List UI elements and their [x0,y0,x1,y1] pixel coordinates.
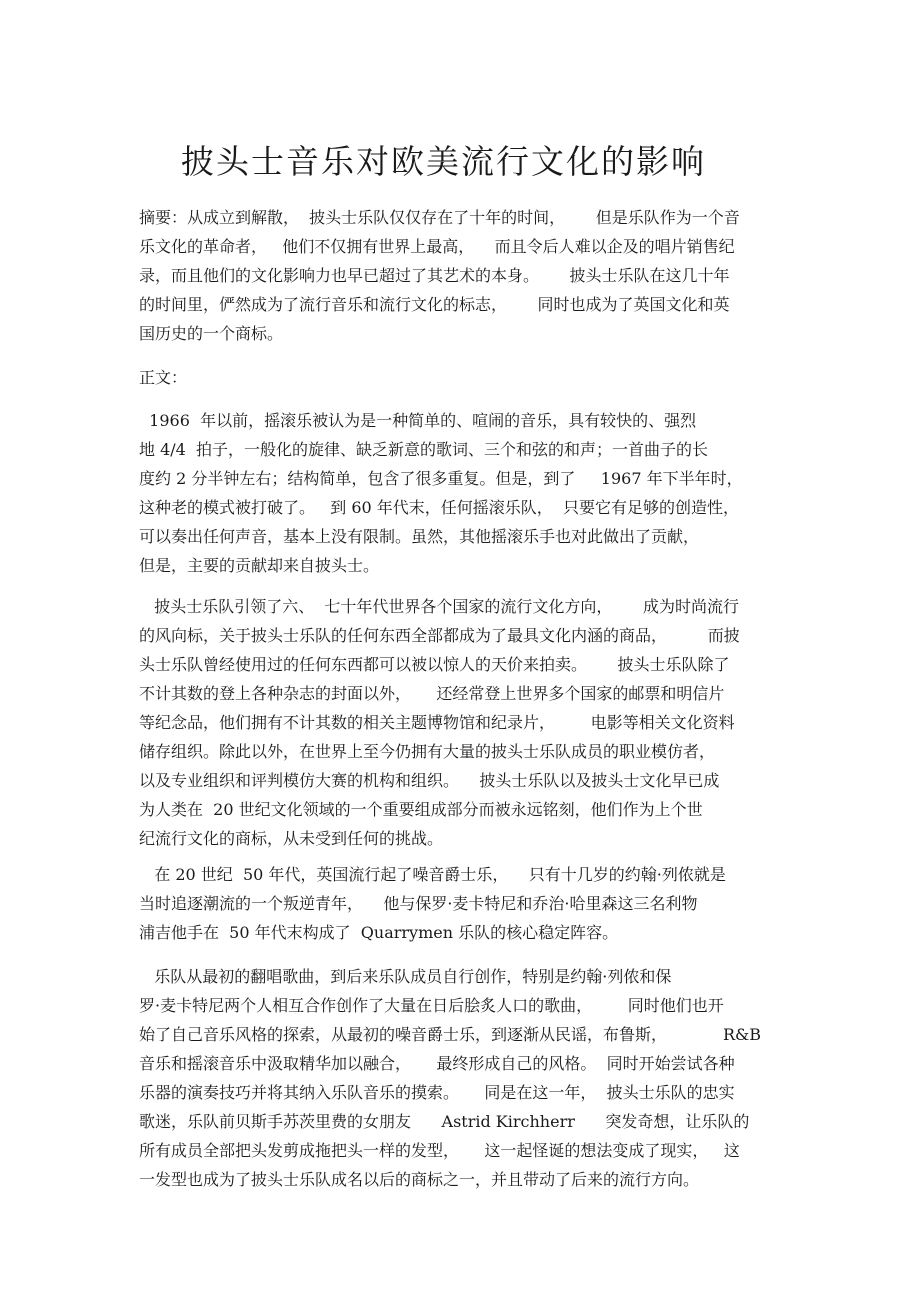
abstract-line: 国历史的一个商标。 [139,324,284,343]
body-label-block [139,363,187,392]
paragraph-line: 地 4/4 拍子，一般化的旋律、缺乏新意的歌词、三个和弦的和声；一首曲子的长 [139,440,709,459]
body-label: 正文： [139,368,188,387]
paragraph-line: 浦吉他手在 50 年代末构成了 Quarrymen 乐队的核心稳定阵容。 [139,923,619,942]
abstract-paragraph [139,203,740,348]
paragraph-line: 可以奏出任何声音，基本上没有限制。虽然，其他摇滚乐手也对此做出了贡献， [139,527,700,546]
paragraph-line: 头士乐队曾经使用过的任何东西都可以被以惊人的天价来拍卖。 披头士乐队除了 [139,655,730,674]
paragraph-line: 不计其数的登上各种杂志的封面以外， 还经常登上世界多个国家的邮票和明信片 [139,684,725,703]
abstract-line: 录，而且他们的文化影响力也早已超过了其艺术的本身。 披头士乐队在这几十年 [139,266,730,285]
paragraph-line: 储存组织。除此以外，在世界上至今仍拥有大量的披头士乐队成员的职业模仿者， [139,742,716,761]
paragraph-line: 当时追逐潮流的一个叛逆青年， 他与保罗·麦卡特尼和乔治·哈里森这三名利物 [139,894,698,913]
paragraph-line: 这种老的模式被打破了。 到 60 年代末，任何摇滚乐队， 只要它有足够的创造性， [139,498,739,517]
paragraph-3 [139,860,726,947]
paragraph-line: 以及专业组织和评判模仿大赛的机构和组织。 披头士乐队以及披头士文化早已成 [139,771,720,790]
paragraph-line: 为人类在 20 世纪文化领域的一个重要组成部分而被永远铭刻，他们作为上个世 [139,800,703,819]
paragraph-line: 乐器的演奏技巧并将其纳入乐队音乐的摸索。 同是在这一年， 披头士乐队的忠实 [139,1083,735,1102]
paragraph-line: 等纪念品，他们拥有不计其数的相关主题博物馆和纪录片， 电影等相关文化资料 [139,713,735,732]
paragraph-line: 但是，主要的贡献却来自披头士。 [139,556,380,575]
paragraph-line: 披头士乐队引领了六、 七十年代世界各个国家的流行文化方向， 成为时尚流行 [139,597,739,616]
paragraph-2 [139,592,740,853]
paragraph-line: 罗·麦卡特尼两个人相互合作创作了大量在日后脍炙人口的歌曲， 同时他们也开 [139,996,724,1015]
abstract-line: 乐文化的革命者， 他们不仅拥有世界上最高， 而且令后人难以企及的唱片销售纪 [139,237,735,256]
paragraph-line: 歌迷，乐队前贝斯手苏茨里费的女朋友 Astrid Kirchherr 突发奇想，让乐队的 [139,1112,750,1131]
paragraph-line: 的风向标，关于披头士乐队的任何东西全部都成为了最具文化内涵的商品， 而披 [139,626,740,645]
abstract-line: 的时间里，俨然成为了流行音乐和流行文化的标志， 同时也成为了英国文化和英 [139,295,730,314]
paragraph-line: 在 20 世纪 50 年代，英国流行起了噪音爵士乐， 只有十几岁的约翰·列侬就是 [139,865,726,884]
paragraph-line: 始了自己音乐风格的探索，从最初的噪音爵士乐，到逐渐从民谣，布鲁斯， R&B [139,1025,761,1044]
paragraph-line: 纪流行文化的商标，从未受到任何的挑战。 [139,829,444,848]
paragraph-line: 一发型也成为了披头士乐队成名以后的商标之一，并且带动了后来的流行方向。 [139,1170,700,1189]
paragraph-line: 乐队从最初的翻唱歌曲，到后来乐队成员自行创作，特别是约翰·列侬和保 [139,967,672,986]
abstract-line: 摘要：从成立到解散， 披头士乐队仅仅存在了十年的时间， 但是乐队作为一个音 [139,208,740,227]
paragraph-line: 1966 年以前，摇滚乐被认为是一种简单的、喧闹的音乐，具有较快的、强烈 [139,411,697,430]
document-title: 披头士音乐对欧美流行文化的影响 [181,142,706,181]
paragraph-4 [139,962,761,1194]
paragraph-line: 度约 2 分半钟左右；结构简单，包含了很多重复。但是，到了 1967 年下半年时， [139,469,743,488]
paragraph-1 [139,406,743,580]
paragraph-line: 音乐和摇滚音乐中汲取精华加以融合， 最终形成自己的风格。 同时开始尝试各种 [139,1054,735,1073]
paragraph-line: 所有成员全部把头发剪成拖把头一样的发型， 这一起怪诞的想法变成了现实， 这 [139,1141,740,1160]
